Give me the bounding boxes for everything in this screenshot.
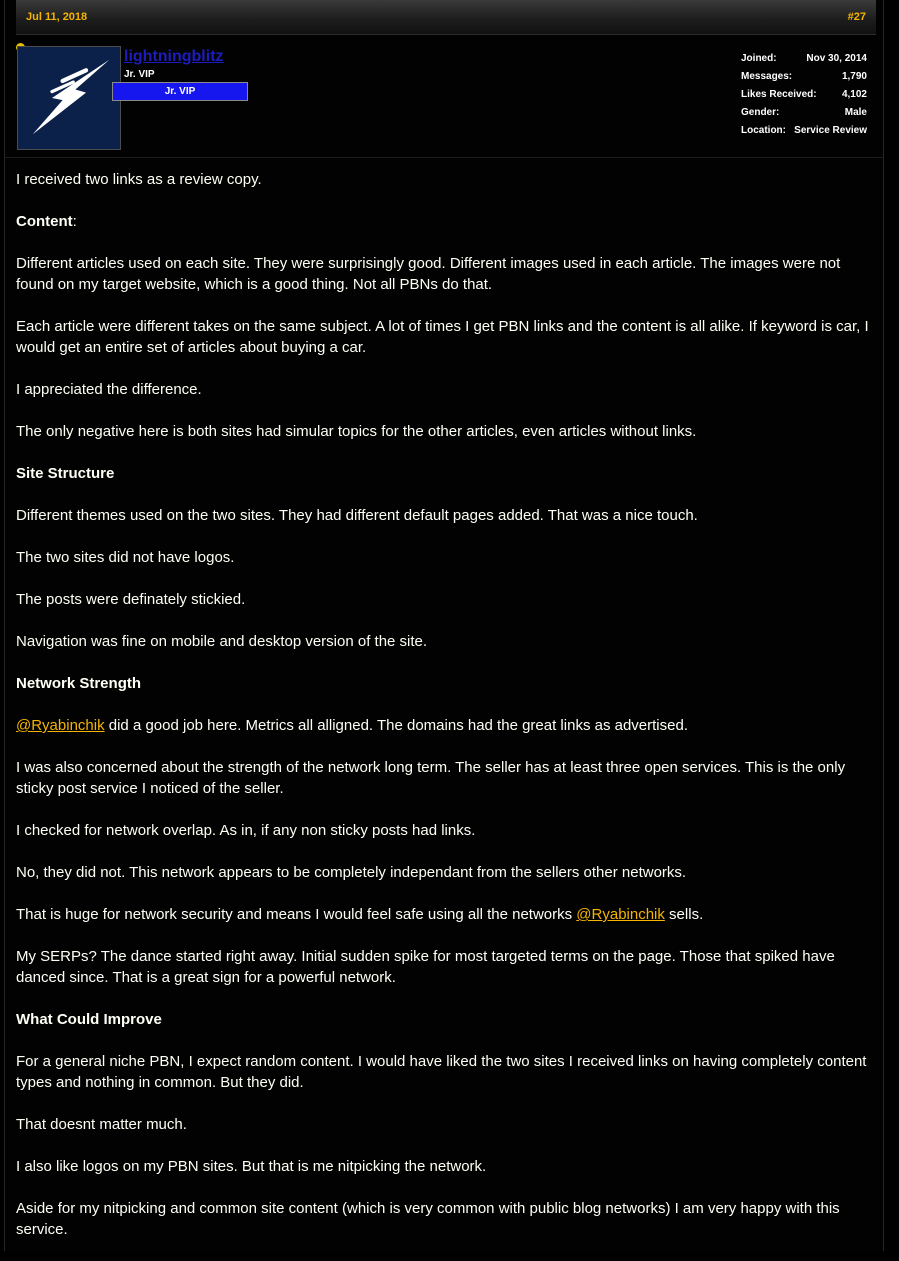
paragraph: [16, 211, 876, 232]
section-heading: [16, 673, 876, 694]
section-heading-text: Network Strength: [16, 675, 142, 692]
paragraph: [16, 547, 876, 568]
paragraph: [16, 505, 876, 526]
paragraph-text: did a good job here. Metrics all alligned. The domains had the great links as advertised.: [104, 717, 688, 734]
stat-value: Male: [844, 107, 867, 118]
section-heading-text: Content: [16, 213, 73, 230]
section-heading: [16, 1009, 876, 1030]
username-link[interactable]: lightningblitz: [124, 48, 224, 65]
section-heading-text: Site Structure: [16, 465, 115, 482]
paragraph-text: No, they did not. This network appears to be completely independant from the sellers other networks.: [16, 864, 687, 881]
paragraph: [16, 169, 876, 190]
paragraph: [16, 946, 876, 988]
paragraph-text: That is huge for network security and means I would feel safe using all the networks: [16, 906, 577, 923]
paragraph: [16, 1156, 876, 1177]
stat-label: Messages:: [741, 71, 793, 82]
paragraph-text: The two sites did not have logos.: [16, 549, 235, 566]
stat-row: [741, 106, 867, 124]
user-mention-link[interactable]: @Ryabinchik: [576, 906, 665, 923]
paragraph-text: Different themes used on the two sites. They had different default pages added. That was a nice touch.: [16, 507, 698, 524]
paragraph-text: Navigation was fine on mobile and desktop version of the site.: [16, 633, 428, 650]
forum-post: [4, 0, 884, 1251]
paragraph-text: I received two links as a review copy.: [16, 171, 262, 188]
paragraph-text: Aside for my nitpicking and common site content (which is very common with public blog networks) I am very happy with this service.: [16, 1200, 840, 1238]
paragraph: [16, 862, 876, 883]
divider: [5, 157, 883, 158]
stat-value: 4,102: [841, 89, 867, 100]
section-heading: [16, 463, 876, 484]
paragraph-text: I checked for network overlap. As in, if any non sticky posts had links.: [16, 822, 476, 839]
paragraph-text: The only negative here is both sites had simular topics for the other articles, even articles without links.: [16, 423, 697, 440]
stat-label: Likes Received:: [741, 89, 817, 100]
paragraph-text: The posts were definately stickied.: [16, 591, 246, 608]
stat-label: Joined:: [741, 53, 777, 64]
stat-row: [741, 88, 867, 106]
paragraph: [16, 757, 876, 799]
stat-row: [741, 52, 867, 70]
paragraph: [16, 253, 876, 295]
user-mention-link[interactable]: @Ryabinchik: [16, 717, 105, 734]
post-date[interactable]: Jul 11, 2018: [26, 11, 88, 23]
post-permalink[interactable]: #27: [847, 11, 866, 23]
paragraph-text: That doesnt matter much.: [16, 1116, 187, 1133]
stat-label: Location:: [741, 125, 786, 136]
post-body: [16, 169, 876, 1261]
paragraph: [16, 631, 876, 652]
user-stats: [741, 52, 867, 142]
stat-row: [741, 124, 867, 142]
paragraph: [16, 820, 876, 841]
paragraph: [16, 904, 876, 925]
stat-label: Gender:: [741, 107, 780, 118]
avatar[interactable]: [17, 46, 121, 150]
user-banner: Jr. VIP: [112, 82, 248, 101]
paragraph: [16, 589, 876, 610]
paragraph-text: I also like logos on my PBN sites. But that is me nitpicking the network.: [16, 1158, 487, 1175]
paragraph-text: sells.: [664, 906, 704, 923]
paragraph-text: :: [72, 213, 77, 230]
paragraph-text: For a general niche PBN, I expect random content. I would have liked the two sites I received links on having completely content types and nothing in common. But they did.: [16, 1053, 867, 1091]
paragraph: [16, 1198, 876, 1240]
paragraph-text: Each article were different takes on the same subject. A lot of times I get PBN links and the content is all alike. If keyword is car, I would get an entire set of articles about buying a car.: [16, 318, 869, 356]
stat-value: Service Review: [794, 125, 867, 136]
paragraph: [16, 421, 876, 442]
user-title: Jr. VIP: [124, 69, 155, 80]
stat-value: 1,790: [841, 71, 867, 82]
paragraph: [16, 715, 876, 736]
paragraph-text: I appreciated the difference.: [16, 381, 202, 398]
lightning-bolt-icon: [20, 49, 118, 147]
stat-row: [741, 70, 867, 88]
paragraph-text: Different articles used on each site. They were surprisingly good. Different images used in each article. The images were not found on my target website, which is a good thing. Not all PBNs do that.: [16, 255, 841, 293]
paragraph-text: I was also concerned about the strength of the network long term. The seller has at least three open services. This is the only sticky post service I noticed of the seller.: [16, 759, 846, 797]
paragraph: [16, 316, 876, 358]
paragraph-text: My SERPs? The dance started right away. Initial sudden spike for most targeted terms on the page. Those that spiked have danced since. That is a great sign for a powerful network.: [16, 948, 835, 986]
section-heading-text: What Could Improve: [16, 1011, 162, 1028]
post-header: [16, 0, 876, 35]
paragraph: [16, 379, 876, 400]
stat-value: Nov 30, 2014: [806, 53, 867, 64]
paragraph: [16, 1051, 876, 1093]
paragraph: [16, 1114, 876, 1135]
